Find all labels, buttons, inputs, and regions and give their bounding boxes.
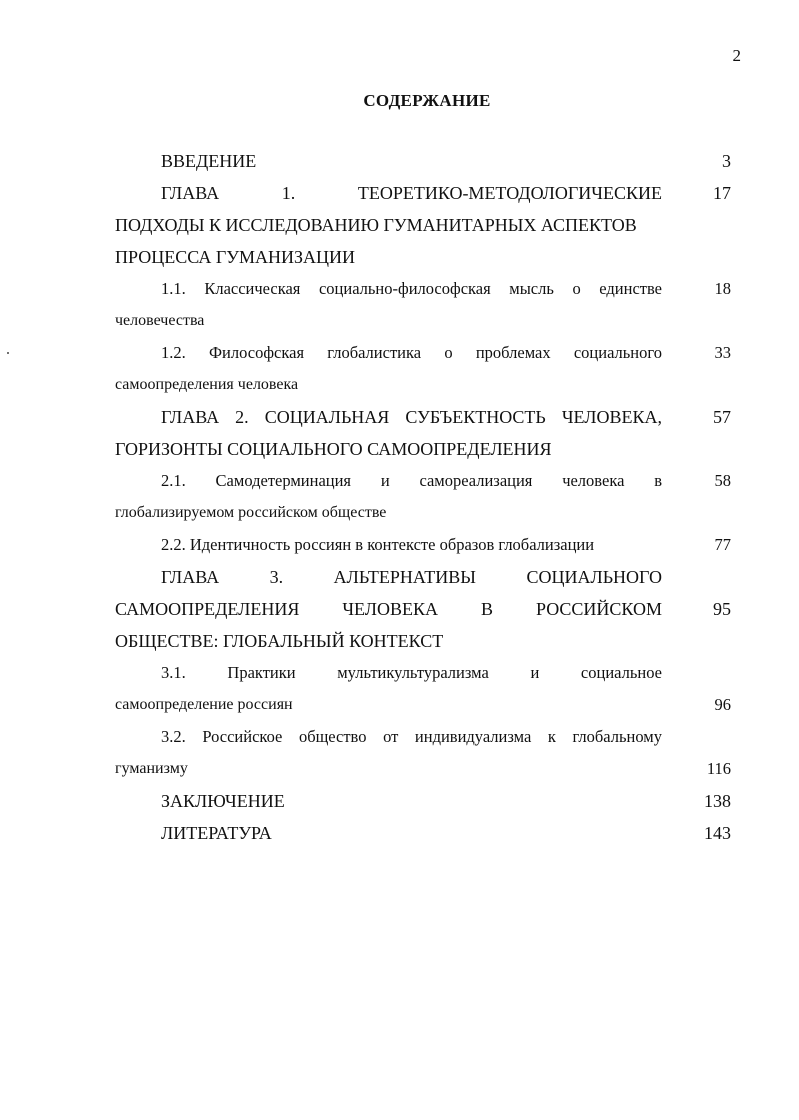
toc-entry-text: САМООПРЕДЕЛЕНИЯ ЧЕЛОВЕКА В РОССИЙСКОМ: [115, 599, 662, 619]
toc-entry-text: ГЛАВА 1. ТЕОРЕТИКО-МЕТОДОЛОГИЧЕСКИЕ: [161, 183, 662, 203]
toc-entry-page: 96: [714, 695, 731, 714]
toc-entry-text: 1.1. Классическая социально-философская мысль о единстве: [161, 279, 662, 298]
toc-entry-page: 33: [714, 343, 731, 362]
page-title: СОДЕРЖАНИЕ: [363, 91, 491, 110]
toc-entry-text: 2.2. Идентичность россиян в контексте образов глобализации: [161, 535, 595, 554]
toc-entry-text: ГОРИЗОНТЫ СОЦИАЛЬНОГО САМООПРЕДЕЛЕНИЯ: [115, 439, 552, 459]
toc-entry-text: человечества: [115, 312, 205, 329]
toc-entry-text: ГЛАВА 2. СОЦИАЛЬНАЯ СУБЪЕКТНОСТЬ ЧЕЛОВЕКА,: [161, 407, 662, 427]
toc-entry-text: гуманизму: [115, 760, 188, 777]
toc-entry-literature: [115, 817, 731, 849]
toc-entry-text: 3.2. Российское общество от индивидуализма к глобальному: [161, 727, 662, 746]
toc-entry-page: 18: [714, 279, 731, 298]
toc-entry-page: 58: [714, 471, 731, 490]
toc-entry-text: 1.2. Философская глобалистика о проблемах социального: [161, 343, 662, 362]
toc-entry-page: 116: [706, 759, 731, 778]
toc-entry-text: ПРОЦЕССА ГУМАНИЗАЦИИ: [115, 247, 356, 267]
toc-entry-text: самоопределения человека: [115, 376, 299, 393]
toc-entry-text: ГЛАВА 3. АЛЬТЕРНАТИВЫ СОЦИАЛЬНОГО: [161, 567, 662, 587]
toc-entry-page: 3: [722, 151, 731, 171]
toc-entry-introduction: [115, 145, 731, 177]
toc-entry-text: ОБЩЕСТВЕ: ГЛОБАЛЬНЫЙ КОНТЕКСТ: [115, 631, 444, 651]
page-number: 2: [732, 46, 741, 65]
toc-entry-page: 95: [713, 599, 731, 619]
margin-mark: [7, 352, 9, 354]
toc-entry-page: 138: [704, 791, 731, 811]
toc-entry-text: глобализируемом российском обществе: [115, 504, 387, 521]
toc-entry-section-2-1: [115, 465, 731, 529]
toc-entry-page: 57: [713, 407, 731, 427]
toc-entry-text: ЛИТЕРАТУРА: [161, 823, 272, 843]
toc-entry-page: 17: [713, 183, 731, 203]
toc-entry-text: ПОДХОДЫ К ИССЛЕДОВАНИЮ ГУМАНИТАРНЫХ АСПЕКТОВ: [115, 215, 637, 235]
toc-entry-page: 143: [704, 823, 731, 843]
toc-entry-page: 77: [714, 535, 731, 554]
toc-entry-text: 2.1. Самодетерминация и самореализация человека в: [161, 471, 662, 490]
toc-entry-text: 3.1. Практики мультикультурализма и социальное: [161, 663, 662, 682]
toc-entry-text: ЗАКЛЮЧЕНИЕ: [161, 791, 285, 811]
toc-entry-section-1-2: [115, 337, 731, 401]
toc-entry-section-3-2: [115, 721, 731, 785]
table-of-contents: [115, 145, 731, 849]
toc-entry-chapter-2: [115, 401, 731, 465]
toc-entry-chapter-3: [115, 561, 731, 657]
toc-entry-text: самоопределение россиян: [115, 696, 293, 713]
toc-entry-section-3-1: [115, 657, 731, 721]
toc-entry-conclusion: [115, 785, 731, 817]
toc-entry-text: ВВЕДЕНИЕ: [161, 151, 257, 171]
toc-entry-section-2-2: [115, 529, 731, 561]
toc-entry-chapter-1: [115, 177, 731, 273]
toc-entry-section-1-1: [115, 273, 731, 337]
